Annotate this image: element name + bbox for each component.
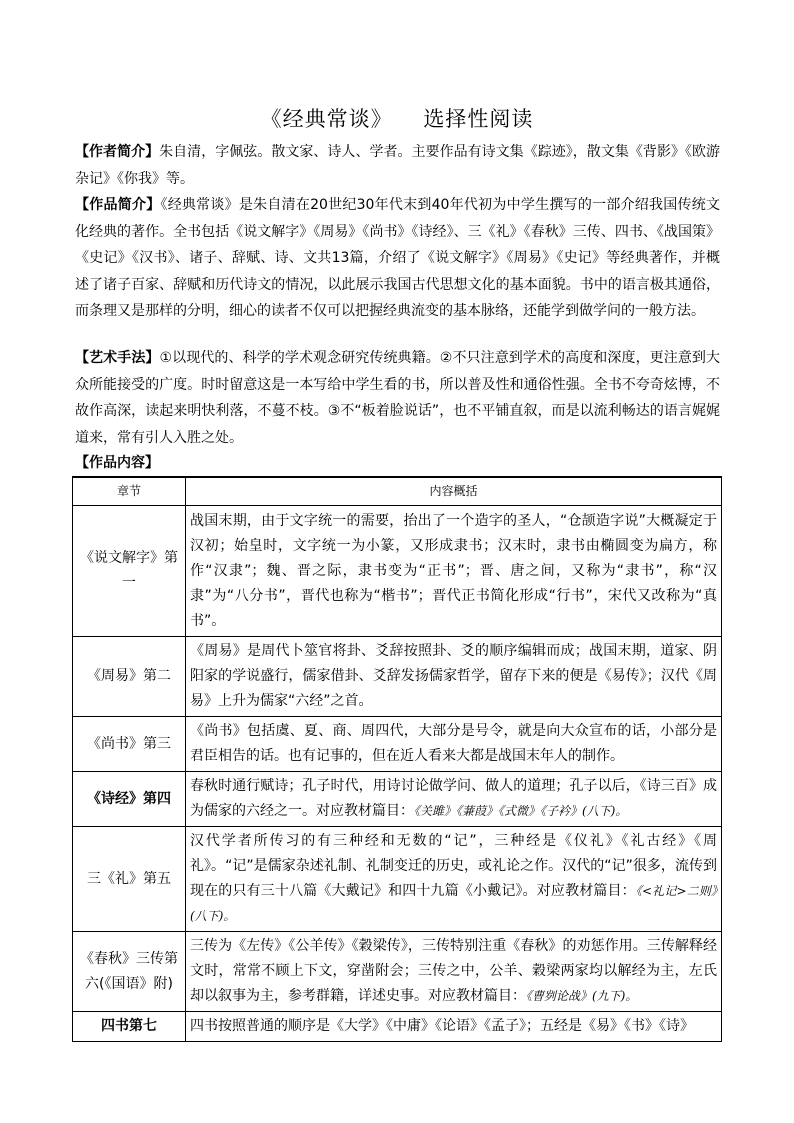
summary-text: 三传为《左传》《公羊传》《穀梁传》，三传特别注重《春秋》的劝惩作用。三传解释经文时，常常不顾上下文，穿凿附会；三传之中，公羊、穀梁两家均以解经为主，左氏却以叙事为主，参考群籍，详述史事。对应教材篇目： (190, 938, 717, 1004)
table-row (73, 772, 722, 827)
summary-cell: 战国末期，由于文字统一的需要，抬出了一个造字的圣人，“仓颉造字说”大概凝定于汉初；始皇时，文字统一为小篆，又形成隶书；汉末时，隶书由椭圆变为扁方，称作“汉隶”；魏、晋之际，隶书变为“正书”；晋、唐之间，又称为“隶书”，称“汉隶”为“八分书”，晋代也称为“楷书”；晋代正书简化形成“行书”，宋代又改称为“真书”。 (186, 506, 722, 637)
author-intro (75, 139, 720, 192)
table-row (73, 932, 722, 1012)
page-title: 《经典常谈》 选择性阅读 (260, 107, 534, 131)
chapter-cell: 《春秋》三传第六(《国语》附) (73, 932, 186, 1012)
art-technique (75, 345, 720, 451)
author-intro-text: 朱自清，字佩弦。散文家、诗人、学者。主要作品有诗文集《踪迹》，散文集《背影》《欧游杂记》《你我》等。 (75, 144, 721, 187)
summary-text: 春秋时通行赋诗；孔子时代，用诗讨论做学问、做人的道理；孔子以后，《诗三百》成为儒家的六经之一。对应教材篇目： (190, 778, 717, 819)
chapter-cell: 三《礼》第五 (73, 827, 186, 932)
table-row (73, 1012, 722, 1042)
chapter-cell: 《周易》第二 (73, 637, 186, 717)
work-intro (75, 192, 720, 325)
art-technique-heading: 【艺术手法】 (75, 350, 160, 366)
table-row (73, 717, 722, 772)
textbook-reference: 《关雎》《蒹葭》《式微》《子衿》(八下)。 (414, 804, 628, 818)
table-header-row (73, 477, 722, 506)
chapter-cell: 《尚书》第三 (73, 717, 186, 772)
summary-cell: 《周易》是周代卜筮官将卦、爻辞按照卦、爻的顺序编辑而成；战国末期，道家、阴阳家的学说盛行，儒家借卦、爻辞发扬儒家哲学，留存下来的便是《易传》；汉代《周易》上升为儒家“六经”之首。 (186, 637, 722, 717)
art-technique-text: ①以现代的、科学的学术观念研究传统典籍。②不只注意到学术的高度和深度，更注意到大众所能接受的广度。时时留意这是一本写给中学生看的书，所以普及性和通俗性强。全书不夸奇炫博，不故作高深，读起来明快利落，不蔓不枝。③不“板着脸说话”，也不平铺直叙，而是以流利畅达的语言娓娓道来，常有引人入胜之处。 (75, 350, 721, 446)
chapter-cell: 《说文解字》第一 (73, 506, 186, 637)
work-intro-heading: 【作品简介】 (75, 197, 161, 213)
content-heading: 【作品内容】 (75, 455, 159, 471)
table-row (73, 506, 722, 637)
textbook-reference: 《曹刿论战》(九下)。 (526, 989, 638, 1003)
summary-cell: 《尚书》包括虞、夏、商、周四代，大部分是号令，就是向大众宣布的话，小部分是君臣相告的话。也有记事的，但在近人看来大都是战国末年人的制作。 (186, 717, 722, 772)
summary-cell (186, 772, 722, 827)
table-row (73, 827, 722, 932)
content-table (72, 476, 722, 1042)
header-summary: 内容概括 (186, 477, 722, 506)
textbook-reference: 《<礼记>二则》(八下)。 (190, 884, 717, 923)
author-intro-heading: 【作者简介】 (75, 144, 160, 160)
table-row (73, 637, 722, 717)
summary-cell (186, 932, 722, 1012)
chapter-cell: 《诗经》第四 (73, 772, 186, 827)
summary-text: 汉代学者所传习的有三种经和无数的“记”，三种经是《仪礼》《礼古经》《周礼》。“记”是儒家杂述礼制、礼制变迁的历史，或礼论之作。汉代的“记”很多，流传到现在的只有三十八篇《大戴记》和四十九篇《小戴记》。对应教材篇目： (190, 833, 717, 899)
summary-cell (186, 827, 722, 932)
work-intro-text: 《经典常谈》是朱自清在20世纪30年代末到40年代初为中学生撰写的一部介绍我国传统文化经典的著作。全书包括《说文解字》《周易》《尚书》《诗经》、三《礼》《春秋》三传、四书、《战国策》《史记》《汉书》、诸子、辞赋、诗、文共13篇，介绍了《说文解字》《周易》《史记》等经典著作，并概述了诸子百家、辞赋和历代诗文的情况，以此展示我国古代思想文化的基本面貌。书中的语言极其通俗，而条理又是那样的分明，细心的读者不仅可以把握经典流变的基本脉络，还能学到做学问的一般方法。 (75, 197, 721, 319)
header-chapter: 章节 (73, 477, 186, 506)
summary-cell: 四书按照普通的顺序是《大学》《中庸》《论语》《孟子》；五经是《易》《书》《诗》 (186, 1012, 722, 1042)
chapter-cell: 四书第七 (73, 1012, 186, 1042)
